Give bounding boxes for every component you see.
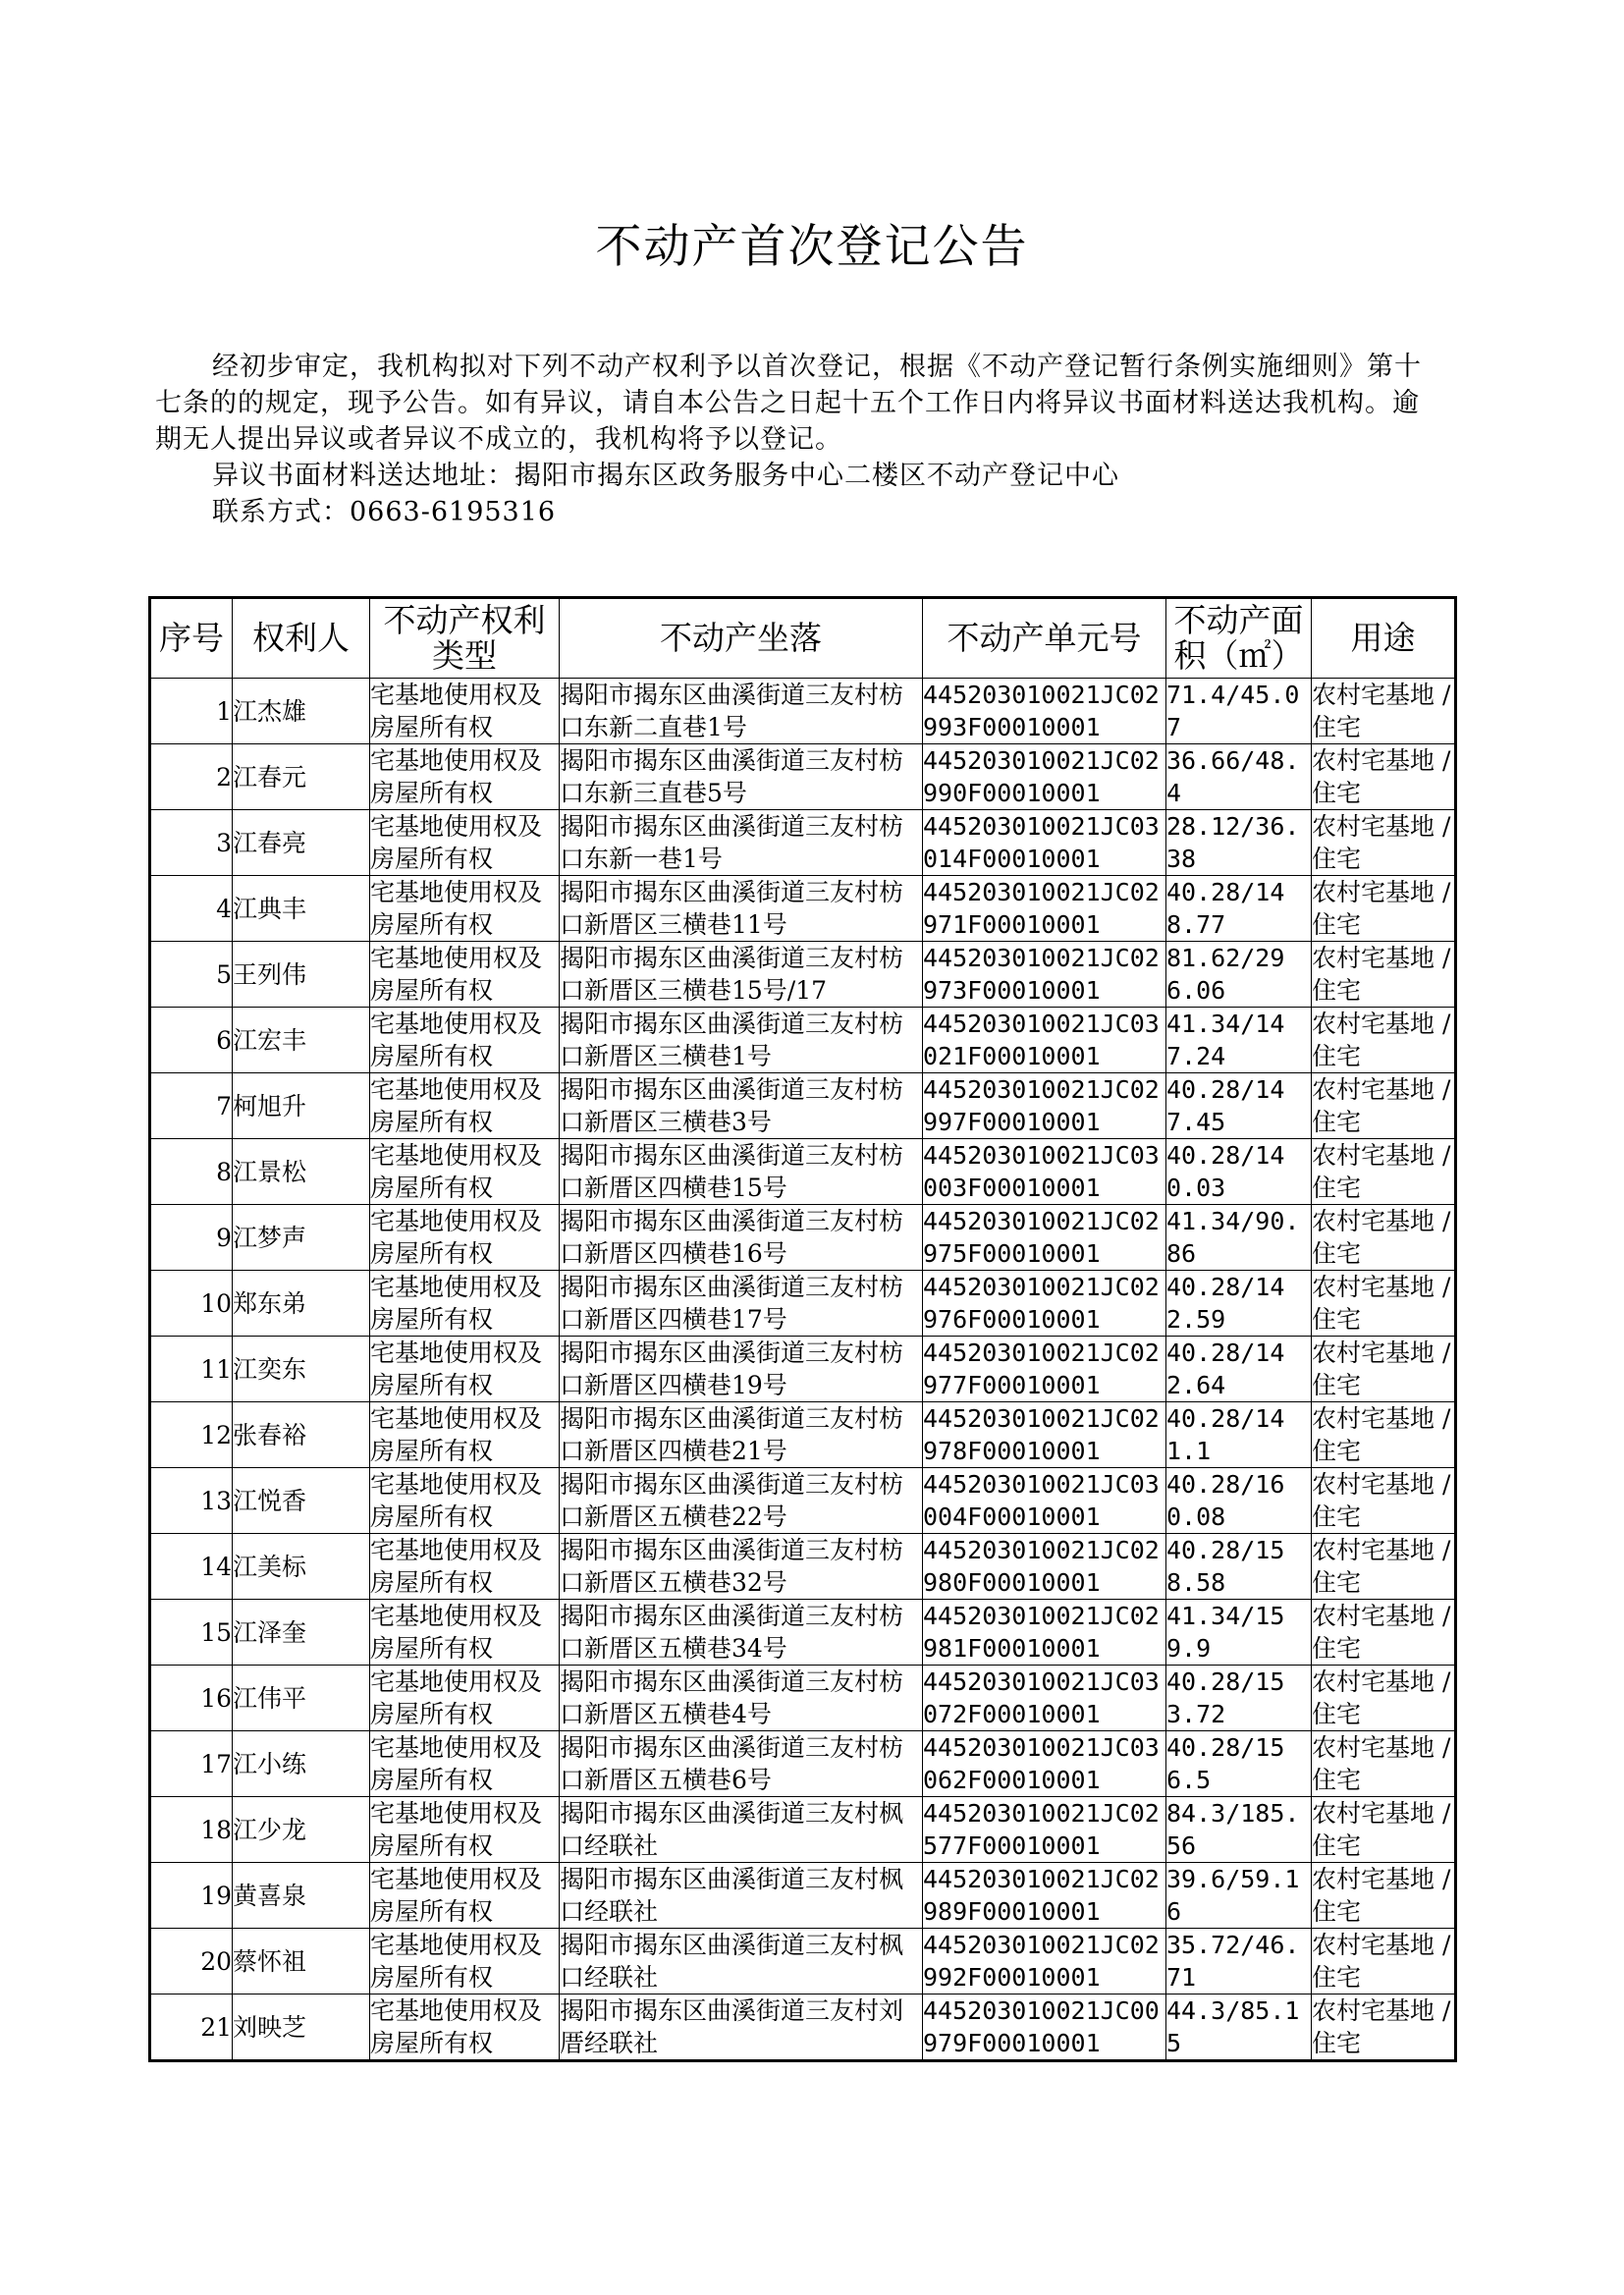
table-row <box>150 1139 1456 1205</box>
cell-unit-number: 445203010021JC03014F00010001 <box>923 810 1166 876</box>
header-location: 不动产坐落 <box>560 598 923 679</box>
cell-area: 40.28/147.45 <box>1166 1073 1312 1139</box>
cell-area: 41.34/147.24 <box>1166 1008 1312 1073</box>
cell-location: 揭阳市揭东区曲溪街道三友村枋口新厝区三横巷3号 <box>560 1073 923 1139</box>
cell-seq: 10 <box>150 1271 233 1337</box>
cell-usage: 农村宅基地 / 住宅 <box>1312 876 1456 942</box>
cell-right-type: 宅基地使用权及房屋所有权 <box>370 1666 560 1731</box>
cell-owner: 江宏丰 <box>233 1008 370 1073</box>
cell-seq: 21 <box>150 1994 233 2061</box>
cell-seq: 9 <box>150 1205 233 1271</box>
cell-area: 36.66/48.4 <box>1166 744 1312 810</box>
cell-usage: 农村宅基地 / 住宅 <box>1312 1337 1456 1402</box>
cell-location: 揭阳市揭东区曲溪街道三友村枋口新厝区五横巷6号 <box>560 1731 923 1797</box>
table-body <box>150 679 1456 2061</box>
cell-area: 40.28/160.08 <box>1166 1468 1312 1534</box>
cell-location: 揭阳市揭东区曲溪街道三友村枋口新厝区五横巷4号 <box>560 1666 923 1731</box>
table-row <box>150 1468 1456 1534</box>
cell-seq: 5 <box>150 942 233 1008</box>
table-row <box>150 1337 1456 1402</box>
cell-seq: 15 <box>150 1600 233 1666</box>
cell-seq: 4 <box>150 876 233 942</box>
cell-seq: 12 <box>150 1402 233 1468</box>
table-header-row <box>150 598 1456 679</box>
cell-owner: 王列伟 <box>233 942 370 1008</box>
cell-owner: 江伟平 <box>233 1666 370 1731</box>
table-row <box>150 744 1456 810</box>
cell-usage: 农村宅基地 / 住宅 <box>1312 942 1456 1008</box>
cell-location: 揭阳市揭东区曲溪街道三友村枋口东新三直巷5号 <box>560 744 923 810</box>
header-owner: 权利人 <box>233 598 370 679</box>
cell-seq: 3 <box>150 810 233 876</box>
cell-right-type: 宅基地使用权及房屋所有权 <box>370 810 560 876</box>
table-row <box>150 1073 1456 1139</box>
cell-right-type: 宅基地使用权及房屋所有权 <box>370 1534 560 1600</box>
cell-seq: 7 <box>150 1073 233 1139</box>
table-row <box>150 1534 1456 1600</box>
cell-location: 揭阳市揭东区曲溪街道三友村枋口东新二直巷1号 <box>560 679 923 744</box>
cell-area: 71.4/45.07 <box>1166 679 1312 744</box>
cell-unit-number: 445203010021JC02992F00010001 <box>923 1929 1166 1994</box>
intro-section <box>155 349 1441 530</box>
table-row <box>150 1271 1456 1337</box>
cell-owner: 黄喜泉 <box>233 1863 370 1929</box>
cell-area: 40.28/153.72 <box>1166 1666 1312 1731</box>
cell-right-type: 宅基地使用权及房屋所有权 <box>370 1402 560 1468</box>
cell-location: 揭阳市揭东区曲溪街道三友村枋口新厝区四横巷16号 <box>560 1205 923 1271</box>
cell-owner: 柯旭升 <box>233 1073 370 1139</box>
cell-unit-number: 445203010021JC02981F00010001 <box>923 1600 1166 1666</box>
cell-right-type: 宅基地使用权及房屋所有权 <box>370 679 560 744</box>
cell-unit-number: 445203010021JC03004F00010001 <box>923 1468 1166 1534</box>
cell-seq: 14 <box>150 1534 233 1600</box>
cell-area: 41.34/90.86 <box>1166 1205 1312 1271</box>
cell-usage: 农村宅基地 / 住宅 <box>1312 1402 1456 1468</box>
cell-right-type: 宅基地使用权及房屋所有权 <box>370 1008 560 1073</box>
table-row <box>150 1600 1456 1666</box>
cell-location: 揭阳市揭东区曲溪街道三友村枋口新厝区四横巷15号 <box>560 1139 923 1205</box>
cell-area: 40.28/140.03 <box>1166 1139 1312 1205</box>
cell-usage: 农村宅基地 / 住宅 <box>1312 1929 1456 1994</box>
cell-owner: 张春裕 <box>233 1402 370 1468</box>
cell-area: 44.3/85.15 <box>1166 1994 1312 2061</box>
cell-right-type: 宅基地使用权及房屋所有权 <box>370 744 560 810</box>
cell-seq: 18 <box>150 1797 233 1863</box>
cell-unit-number: 445203010021JC02976F00010001 <box>923 1271 1166 1337</box>
table-row <box>150 1402 1456 1468</box>
cell-unit-number: 445203010021JC03003F00010001 <box>923 1139 1166 1205</box>
cell-usage: 农村宅基地 / 住宅 <box>1312 1534 1456 1600</box>
cell-location: 揭阳市揭东区曲溪街道三友村枋口东新一巷1号 <box>560 810 923 876</box>
cell-owner: 江杰雄 <box>233 679 370 744</box>
cell-owner: 郑东弟 <box>233 1271 370 1337</box>
cell-seq: 20 <box>150 1929 233 1994</box>
cell-owner: 江春亮 <box>233 810 370 876</box>
cell-area: 40.28/156.5 <box>1166 1731 1312 1797</box>
cell-owner: 江景松 <box>233 1139 370 1205</box>
table-row <box>150 1994 1456 2061</box>
cell-location: 揭阳市揭东区曲溪街道三友村枫口经联社 <box>560 1929 923 1994</box>
cell-usage: 农村宅基地 / 住宅 <box>1312 679 1456 744</box>
intro-paragraph: 经初步审定，我机构拟对下列不动产权利予以首次登记，根据《不动产登记暂行条例实施细则》第十七条的的规定，现予公告。如有异议，请自本公告之日起十五个工作日内将异议书面材料送达我机构。逾期无人提出异议或者异议不成立的，我机构将予以登记。 <box>155 352 1422 455</box>
cell-seq: 19 <box>150 1863 233 1929</box>
cell-usage: 农村宅基地 / 住宅 <box>1312 1666 1456 1731</box>
cell-usage: 农村宅基地 / 住宅 <box>1312 1008 1456 1073</box>
cell-unit-number: 445203010021JC02973F00010001 <box>923 942 1166 1008</box>
cell-unit-number: 445203010021JC02990F00010001 <box>923 744 1166 810</box>
cell-usage: 农村宅基地 / 住宅 <box>1312 1994 1456 2061</box>
cell-seq: 11 <box>150 1337 233 1402</box>
cell-location: 揭阳市揭东区曲溪街道三友村枋口新厝区五横巷34号 <box>560 1600 923 1666</box>
cell-owner: 江梦声 <box>233 1205 370 1271</box>
cell-area: 40.28/158.58 <box>1166 1534 1312 1600</box>
cell-seq: 2 <box>150 744 233 810</box>
cell-location: 揭阳市揭东区曲溪街道三友村枋口新厝区三横巷1号 <box>560 1008 923 1073</box>
cell-location: 揭阳市揭东区曲溪街道三友村枋口新厝区五横巷32号 <box>560 1534 923 1600</box>
cell-unit-number: 445203010021JC03021F00010001 <box>923 1008 1166 1073</box>
cell-right-type: 宅基地使用权及房屋所有权 <box>370 1139 560 1205</box>
cell-owner: 江奕东 <box>233 1337 370 1402</box>
cell-right-type: 宅基地使用权及房屋所有权 <box>370 1929 560 1994</box>
table-row <box>150 679 1456 744</box>
cell-unit-number: 445203010021JC02971F00010001 <box>923 876 1166 942</box>
cell-usage: 农村宅基地 / 住宅 <box>1312 1731 1456 1797</box>
cell-location: 揭阳市揭东区曲溪街道三友村枫口经联社 <box>560 1797 923 1863</box>
cell-usage: 农村宅基地 / 住宅 <box>1312 744 1456 810</box>
table-row <box>150 1666 1456 1731</box>
cell-unit-number: 445203010021JC02997F00010001 <box>923 1073 1166 1139</box>
cell-unit-number: 445203010021JC00979F00010001 <box>923 1994 1166 2061</box>
cell-owner: 江典丰 <box>233 876 370 942</box>
cell-location: 揭阳市揭东区曲溪街道三友村枋口新厝区三横巷15号/17 <box>560 942 923 1008</box>
cell-usage: 农村宅基地 / 住宅 <box>1312 1073 1456 1139</box>
cell-owner: 蔡怀祖 <box>233 1929 370 1994</box>
cell-right-type: 宅基地使用权及房屋所有权 <box>370 1731 560 1797</box>
cell-unit-number: 445203010021JC02977F00010001 <box>923 1337 1166 1402</box>
cell-area: 40.28/141.1 <box>1166 1402 1312 1468</box>
table-row <box>150 876 1456 942</box>
cell-unit-number: 445203010021JC02993F00010001 <box>923 679 1166 744</box>
cell-seq: 1 <box>150 679 233 744</box>
cell-area: 39.6/59.16 <box>1166 1863 1312 1929</box>
cell-right-type: 宅基地使用权及房屋所有权 <box>370 1468 560 1534</box>
table-row <box>150 1008 1456 1073</box>
cell-right-type: 宅基地使用权及房屋所有权 <box>370 1994 560 2061</box>
cell-right-type: 宅基地使用权及房屋所有权 <box>370 1337 560 1402</box>
cell-right-type: 宅基地使用权及房屋所有权 <box>370 876 560 942</box>
table-row <box>150 1929 1456 1994</box>
cell-unit-number: 445203010021JC02978F00010001 <box>923 1402 1166 1468</box>
cell-right-type: 宅基地使用权及房屋所有权 <box>370 1271 560 1337</box>
cell-area: 28.12/36.38 <box>1166 810 1312 876</box>
cell-unit-number: 445203010021JC03062F00010001 <box>923 1731 1166 1797</box>
cell-unit-number: 445203010021JC02989F00010001 <box>923 1863 1166 1929</box>
cell-owner: 江泽奎 <box>233 1600 370 1666</box>
cell-owner: 江美标 <box>233 1534 370 1600</box>
cell-usage: 农村宅基地 / 住宅 <box>1312 1468 1456 1534</box>
objection-address: 异议书面材料送达地址：揭阳市揭东区政务服务中心二楼区不动产登记中心 <box>212 461 1119 491</box>
cell-unit-number: 445203010021JC02577F00010001 <box>923 1797 1166 1863</box>
cell-location: 揭阳市揭东区曲溪街道三友村刘厝经联社 <box>560 1994 923 2061</box>
cell-right-type: 宅基地使用权及房屋所有权 <box>370 1797 560 1863</box>
cell-owner: 江春元 <box>233 744 370 810</box>
cell-right-type: 宅基地使用权及房屋所有权 <box>370 1600 560 1666</box>
cell-usage: 农村宅基地 / 住宅 <box>1312 1797 1456 1863</box>
cell-owner: 刘映芝 <box>233 1994 370 2061</box>
cell-location: 揭阳市揭东区曲溪街道三友村枫口经联社 <box>560 1863 923 1929</box>
cell-location: 揭阳市揭东区曲溪街道三友村枋口新厝区四横巷17号 <box>560 1271 923 1337</box>
cell-location: 揭阳市揭东区曲溪街道三友村枋口新厝区三横巷11号 <box>560 876 923 942</box>
cell-area: 41.34/159.9 <box>1166 1600 1312 1666</box>
cell-usage: 农村宅基地 / 住宅 <box>1312 1205 1456 1271</box>
cell-usage: 农村宅基地 / 住宅 <box>1312 810 1456 876</box>
table-row <box>150 1797 1456 1863</box>
cell-usage: 农村宅基地 / 住宅 <box>1312 1863 1456 1929</box>
registration-table <box>148 596 1457 2062</box>
cell-unit-number: 445203010021JC02980F00010001 <box>923 1534 1166 1600</box>
cell-seq: 13 <box>150 1468 233 1534</box>
table-row <box>150 1205 1456 1271</box>
cell-seq: 16 <box>150 1666 233 1731</box>
cell-owner: 江小练 <box>233 1731 370 1797</box>
header-right-type: 不动产权利类型 <box>370 598 560 679</box>
cell-right-type: 宅基地使用权及房屋所有权 <box>370 1863 560 1929</box>
cell-area: 81.62/296.06 <box>1166 942 1312 1008</box>
cell-area: 40.28/148.77 <box>1166 876 1312 942</box>
cell-location: 揭阳市揭东区曲溪街道三友村枋口新厝区四横巷19号 <box>560 1337 923 1402</box>
cell-area: 84.3/185.56 <box>1166 1797 1312 1863</box>
cell-seq: 8 <box>150 1139 233 1205</box>
table-row <box>150 1731 1456 1797</box>
cell-right-type: 宅基地使用权及房屋所有权 <box>370 1205 560 1271</box>
table-row <box>150 810 1456 876</box>
cell-area: 40.28/142.64 <box>1166 1337 1312 1402</box>
cell-location: 揭阳市揭东区曲溪街道三友村枋口新厝区五横巷22号 <box>560 1468 923 1534</box>
header-area: 不动产面积（㎡） <box>1166 598 1312 679</box>
cell-usage: 农村宅基地 / 住宅 <box>1312 1600 1456 1666</box>
contact-info: 联系方式：0663-6195316 <box>212 497 557 527</box>
cell-usage: 农村宅基地 / 住宅 <box>1312 1271 1456 1337</box>
cell-location: 揭阳市揭东区曲溪街道三友村枋口新厝区四横巷21号 <box>560 1402 923 1468</box>
cell-unit-number: 445203010021JC03072F00010001 <box>923 1666 1166 1731</box>
cell-area: 40.28/142.59 <box>1166 1271 1312 1337</box>
cell-seq: 17 <box>150 1731 233 1797</box>
page-title: 不动产首次登记公告 <box>595 220 1029 274</box>
header-unit-number: 不动产单元号 <box>923 598 1166 679</box>
cell-owner: 江少龙 <box>233 1797 370 1863</box>
header-usage: 用途 <box>1312 598 1456 679</box>
cell-seq: 6 <box>150 1008 233 1073</box>
cell-owner: 江悦香 <box>233 1468 370 1534</box>
table-row <box>150 1863 1456 1929</box>
cell-unit-number: 445203010021JC02975F00010001 <box>923 1205 1166 1271</box>
cell-usage: 农村宅基地 / 住宅 <box>1312 1139 1456 1205</box>
table-row <box>150 942 1456 1008</box>
cell-area: 35.72/46.71 <box>1166 1929 1312 1994</box>
cell-right-type: 宅基地使用权及房屋所有权 <box>370 942 560 1008</box>
cell-right-type: 宅基地使用权及房屋所有权 <box>370 1073 560 1139</box>
header-seq: 序号 <box>150 598 233 679</box>
